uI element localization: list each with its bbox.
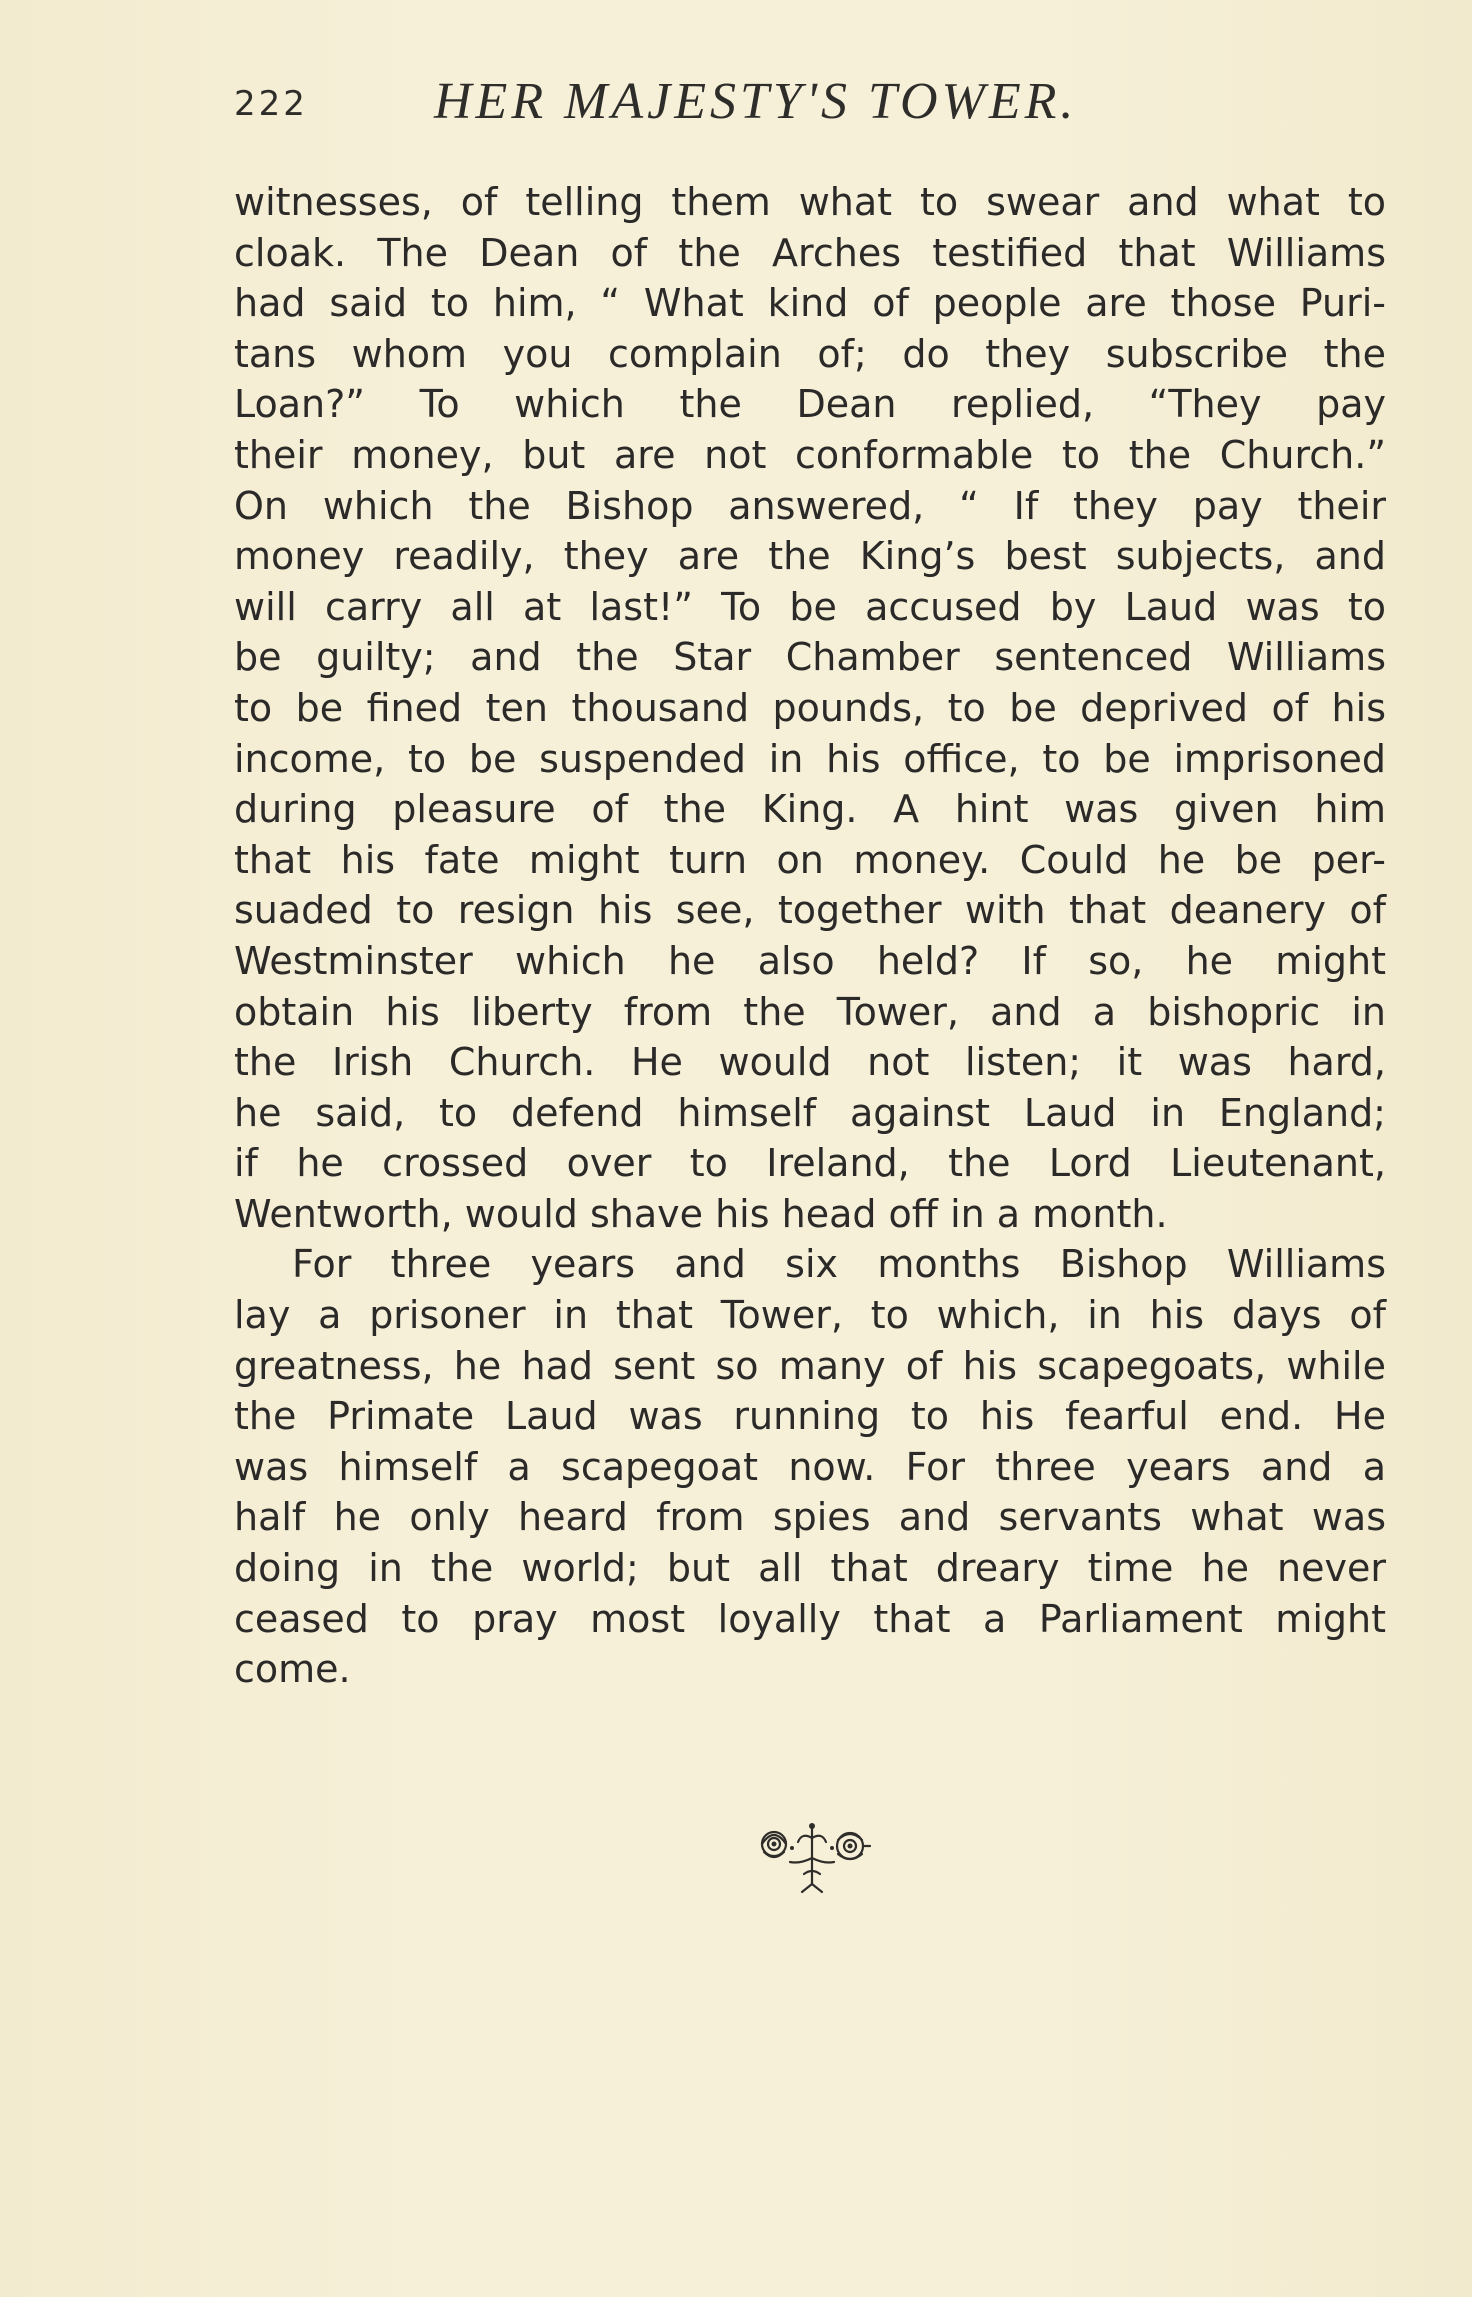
page-header (234, 72, 1234, 132)
paragraph (234, 177, 1386, 1239)
text-line: obtain his liberty from the Tower, and a bishopric in (234, 989, 1386, 1034)
text-line: Wentworth, would shave his head off in a month. (234, 1191, 1168, 1236)
text-line: be guilty; and the Star Chamber sentenced Williams (234, 635, 1386, 680)
text-line: come. (234, 1647, 351, 1692)
text-line: ceased to pray most loyally that a Parliament might (234, 1596, 1386, 1641)
body-text (234, 177, 1386, 1695)
text-line: Westminster which he also held? If so, he might (234, 938, 1386, 983)
text-line: cloak. The Dean of the Arches testified that Williams (234, 230, 1386, 275)
text-line: lay a prisoner in that Tower, to which, in his days of (234, 1293, 1386, 1338)
text-line: greatness, he had sent so many of his scapegoats, while (234, 1343, 1386, 1388)
text-line: was himself a scapegoat now. For three years and a (234, 1444, 1386, 1489)
page-number: 222 (234, 84, 308, 124)
floral-tailpiece-icon (752, 1818, 872, 1898)
text-line: On which the Bishop answered, “ If they pay their (234, 483, 1386, 528)
text-line: during pleasure of the King. A hint was given him (234, 787, 1386, 832)
text-line: that his fate might turn on money. Could he be per- (234, 837, 1386, 882)
paragraph (234, 1239, 1386, 1694)
text-line: doing in the world; but all that dreary time he never (234, 1546, 1386, 1591)
text-line: he said, to defend himself against Laud in England; (234, 1090, 1386, 1135)
text-line: money readily, they are the King’s best subjects, and (234, 534, 1386, 579)
text-line: if he crossed over to Ireland, the Lord Lieutenant, (234, 1141, 1386, 1186)
text-line: Loan?” To which the Dean replied, “They pay (234, 382, 1386, 427)
text-line: tans whom you complain of; do they subscribe the (234, 331, 1386, 376)
text-line: the Irish Church. He would not listen; it was hard, (234, 1040, 1386, 1085)
text-line: will carry all at last!” To be accused by Laud was to (234, 584, 1386, 629)
text-line: For three years and six months Bishop Williams (292, 1242, 1386, 1287)
text-line: witnesses, of telling them what to swear and what to (234, 180, 1386, 224)
text-line: half he only heard from spies and servants what was (234, 1495, 1386, 1540)
text-line: income, to be suspended in his office, to be imprisoned (234, 736, 1386, 781)
text-line: to be fined ten thousand pounds, to be deprived of his (234, 685, 1386, 730)
text-line: their money, but are not conformable to the Church.” (234, 432, 1386, 477)
running-title: HER MAJESTY'S TOWER. (434, 73, 1078, 130)
text-line: the Primate Laud was running to his fearful end. He (234, 1394, 1386, 1439)
text-line: had said to him, “ What kind of people are those Puri- (234, 281, 1386, 326)
text-line: suaded to resign his see, together with that deanery of (234, 888, 1386, 933)
